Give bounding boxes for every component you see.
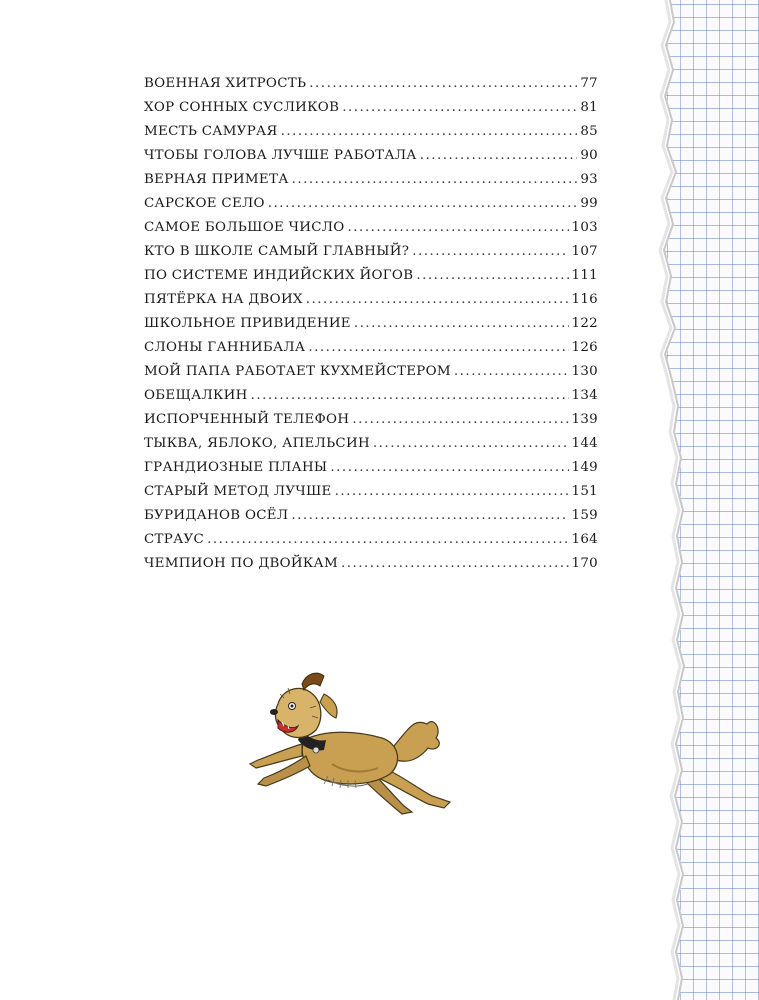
toc-entry-title: СТРАУС — [144, 532, 205, 547]
toc-entry — [144, 336, 598, 360]
toc-dot-leader — [352, 408, 568, 432]
toc-entry-title: МОЙ ПАПА РАБОТАЕТ КУХМЕЙСТЕРОМ — [144, 364, 451, 379]
toc-dot-leader — [251, 384, 569, 408]
toc-entry — [144, 432, 598, 456]
toc-entry-title: ВЕРНАЯ ПРИМЕТА — [144, 172, 289, 187]
toc-entry — [144, 360, 598, 384]
toc-dot-leader — [416, 264, 568, 288]
toc-entry — [144, 480, 598, 504]
toc-entry-title: МЕСТЬ САМУРАЯ — [144, 124, 278, 139]
toc-dot-leader — [291, 504, 568, 528]
toc-entry-page-number: 122 — [571, 316, 598, 331]
toc-dot-leader — [292, 168, 578, 192]
toc-dot-leader — [306, 288, 569, 312]
running-dog-illustration — [244, 668, 462, 818]
toc-entry-page-number: 90 — [580, 148, 598, 163]
toc-entry-page-number: 81 — [580, 100, 598, 115]
toc-entry-title: ЧТОБЫ ГОЛОВА ЛУЧШЕ РАБОТАЛА — [144, 148, 417, 163]
toc-entry-page-number: 116 — [571, 292, 598, 307]
toc-entry-page-number: 139 — [571, 412, 598, 427]
toc-dot-leader — [454, 360, 569, 384]
toc-dot-leader — [354, 312, 569, 336]
table-of-contents — [144, 72, 598, 576]
toc-entry — [144, 144, 598, 168]
toc-entry — [144, 96, 598, 120]
toc-entry — [144, 384, 598, 408]
toc-entry-page-number: 85 — [580, 124, 598, 139]
toc-entry-title: ВОЕННАЯ ХИТРОСТЬ — [144, 76, 307, 91]
toc-dot-leader — [373, 432, 569, 456]
toc-dot-leader — [281, 120, 578, 144]
toc-entry-page-number: 159 — [571, 508, 598, 523]
toc-dot-leader — [341, 552, 569, 576]
toc-entry-title: САМОЕ БОЛЬШОЕ ЧИСЛО — [144, 220, 345, 235]
toc-entry — [144, 120, 598, 144]
toc-dot-leader — [412, 240, 568, 264]
toc-entry-page-number: 170 — [571, 556, 598, 571]
toc-entry-page-number: 134 — [571, 388, 598, 403]
toc-entry-page-number: 144 — [571, 436, 598, 451]
toc-entry — [144, 168, 598, 192]
toc-entry-page-number: 151 — [571, 484, 598, 499]
toc-entry-title: ОБЕЩАЛКИН — [144, 388, 248, 403]
toc-entry-title: СТАРЫЙ МЕТОД ЛУЧШЕ — [144, 484, 332, 499]
toc-entry-title: ЧЕМПИОН ПО ДВОЙКАМ — [144, 556, 339, 571]
toc-entry — [144, 192, 598, 216]
toc-entry-page-number: 149 — [571, 460, 598, 475]
toc-entry — [144, 72, 598, 96]
toc-entry — [144, 528, 598, 552]
toc-dot-leader — [335, 480, 569, 504]
toc-dot-leader — [348, 216, 569, 240]
toc-entry — [144, 312, 598, 336]
toc-entry-page-number: 103 — [571, 220, 598, 235]
toc-entry-page-number: 107 — [571, 244, 598, 259]
toc-entry-title: ПО СИСТЕМЕ ИНДИЙСКИХ ЙОГОВ — [144, 268, 414, 283]
toc-entry-title: ТЫКВА, ЯБЛОКО, АПЕЛЬСИН — [144, 436, 370, 451]
toc-entry — [144, 288, 598, 312]
toc-entry-title: БУРИДАНОВ ОСЁЛ — [144, 508, 289, 523]
toc-entry — [144, 240, 598, 264]
toc-entry-title: КТО В ШКОЛЕ САМЫЙ ГЛАВНЫЙ? — [144, 244, 410, 259]
toc-entry-title: ПЯТЁРКА НА ДВОИХ — [144, 292, 303, 307]
toc-entry-title: САРСКОЕ СЕЛО — [144, 196, 265, 211]
toc-entry-page-number: 111 — [571, 268, 598, 283]
toc-dot-leader — [309, 72, 577, 96]
toc-entry-page-number: 126 — [571, 340, 598, 355]
toc-entry-title: ШКОЛЬНОЕ ПРИВИДЕНИЕ — [144, 316, 351, 331]
toc-dot-leader — [207, 528, 568, 552]
toc-entry-page-number: 93 — [580, 172, 598, 187]
toc-entry — [144, 408, 598, 432]
toc-entry-title: СЛОНЫ ГАННИБАЛА — [144, 340, 306, 355]
toc-entry-title: ХОР СОННЫХ СУСЛИКОВ — [144, 100, 340, 115]
toc-entry — [144, 264, 598, 288]
toc-dot-leader — [268, 192, 578, 216]
toc-entry — [144, 456, 598, 480]
toc-dot-leader — [308, 336, 568, 360]
toc-entry — [144, 216, 598, 240]
toc-entry-page-number: 77 — [580, 76, 598, 91]
toc-dot-leader — [420, 144, 578, 168]
toc-dot-leader — [342, 96, 577, 120]
graph-paper-strip — [652, 0, 759, 1000]
toc-entry — [144, 504, 598, 528]
toc-dot-leader — [330, 456, 568, 480]
toc-entry-page-number: 130 — [571, 364, 598, 379]
toc-entry-page-number: 164 — [571, 532, 598, 547]
toc-entry — [144, 552, 598, 576]
toc-entry-title: ГРАНДИОЗНЫЕ ПЛАНЫ — [144, 460, 328, 475]
toc-entry-page-number: 99 — [580, 196, 598, 211]
toc-entry-title: ИСПОРЧЕННЫЙ ТЕЛЕФОН — [144, 412, 350, 427]
